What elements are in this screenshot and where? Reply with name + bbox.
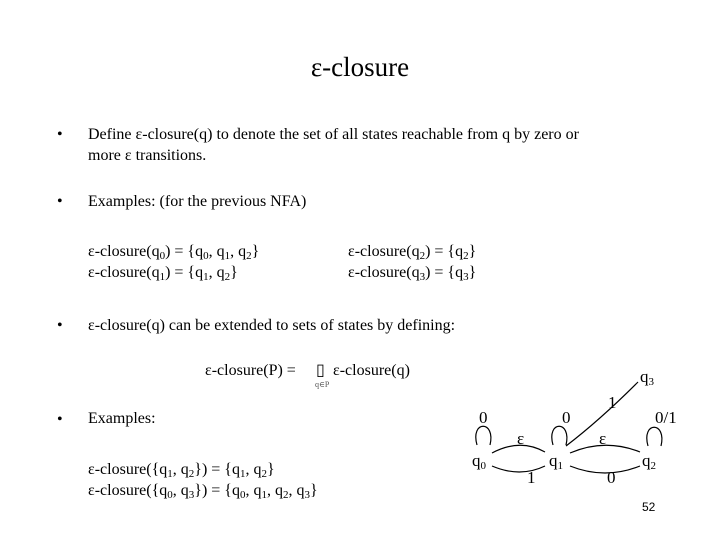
q0-self-loop (476, 426, 491, 445)
set-example-1: $\varepsilon-closure(\{q_1$, $q_2\}) = \{q_1$, $q_2$} (88, 461, 275, 480)
label-q1-q0: 1 (527, 468, 536, 487)
bullet-symbol-1: • (57, 126, 63, 143)
closure-example-q3: $\varepsilon-closure(q_3) = \{q_3\}$ (348, 264, 477, 283)
extension-text: ε-closure(q) can be extended to sets of states by defining: (88, 317, 456, 334)
label-q1-q2-eps: ε (599, 429, 607, 448)
label-q1-loop: 0 (562, 408, 571, 427)
label-q2-loop: 0/1 (655, 408, 677, 427)
state-q2: $q_2$ (642, 451, 656, 472)
label-q1-q3: 1 (608, 393, 617, 412)
union-symbol: ▯ (316, 362, 325, 379)
definition-rhs: ε-closure(q) (333, 362, 410, 379)
closure-example-q2: $\varepsilon-closure(q_2) = \{q_2\}$ (348, 243, 477, 262)
q2-self-loop (647, 427, 662, 446)
bullet-symbol-2: • (57, 193, 63, 210)
bullet-symbol-3: • (57, 317, 63, 334)
state-q1: $q_1$ (549, 451, 563, 472)
examples-heading-2: Examples: (88, 410, 156, 427)
edge-q1-q0 (492, 466, 545, 472)
closure-example-q0: $\varepsilon-closure(q_0) = \{q_0$, $q_1$, $q_2$} (88, 243, 260, 262)
label-q0-loop: 0 (479, 408, 488, 427)
definition-text-line-1: Define ε-closure(q) to denote the set of all states reachable from q by zero or (88, 126, 579, 143)
closure-example-q1: $\varepsilon-closure(q_1) = \{q_1$, $q_2$} (88, 264, 238, 283)
state-q0: $q_0$ (472, 451, 486, 472)
edge-q2-q1 (570, 466, 640, 473)
bullet-symbol-4: • (57, 411, 63, 428)
examples-heading: Examples: (for the previous NFA) (88, 193, 307, 210)
q1-self-loop (552, 426, 567, 445)
definition-text-line-2: more ε transitions. (88, 147, 207, 164)
definition-lhs: ε-closure(P) = (205, 362, 296, 379)
label-q0-q1-eps: ε (517, 429, 525, 448)
set-example-2: $\varepsilon-closure(\{q_0$, $q_3\}) = \{q_0$, $q_1$, $q_2$, $q_3$} (88, 482, 318, 501)
label-q2-q1: 0 (607, 468, 616, 487)
union-subscript: q∈P (315, 380, 330, 389)
page-number: 52 (642, 500, 656, 514)
slide-title: ε-closure (310, 52, 410, 82)
state-q3: $q_3$ (640, 367, 654, 388)
